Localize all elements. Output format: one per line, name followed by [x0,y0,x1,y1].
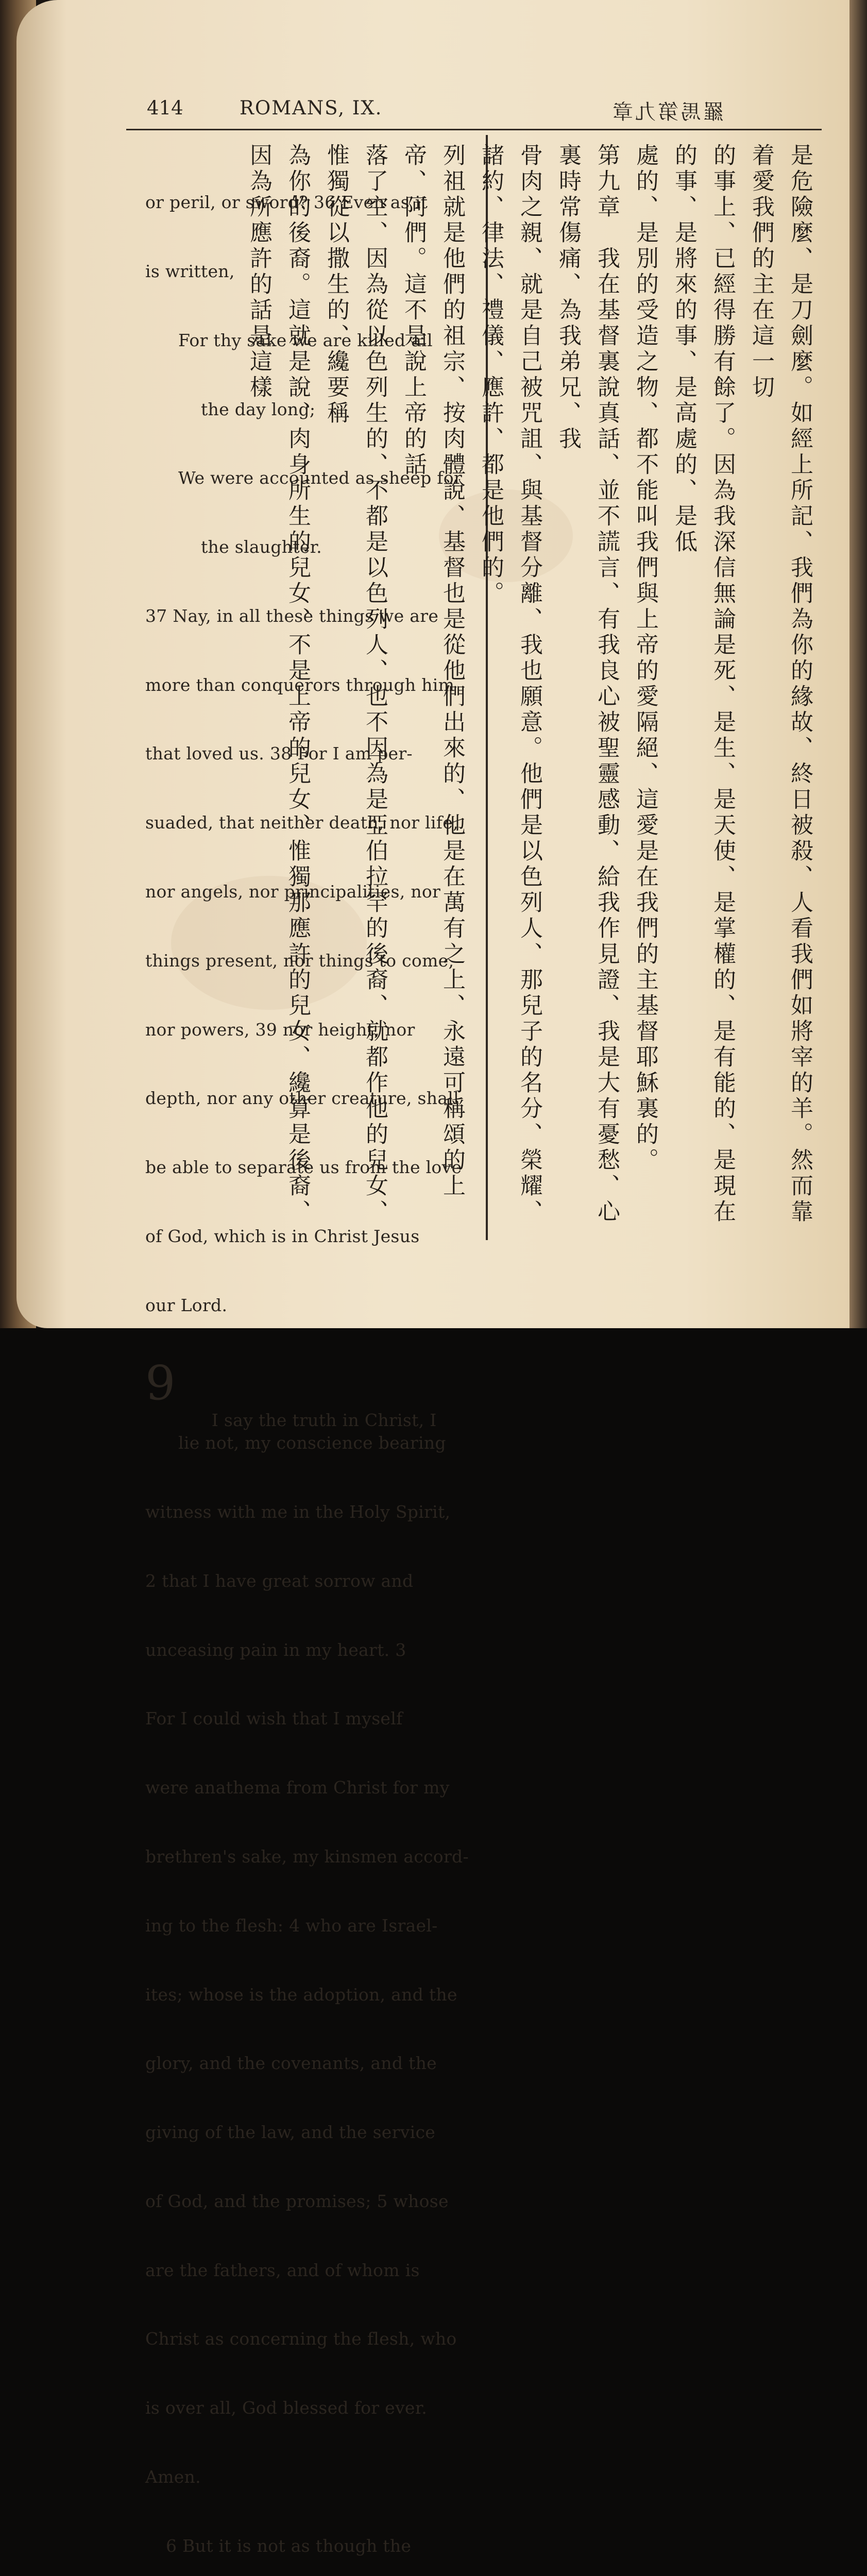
text-line: things present, nor things to come, [145,950,454,971]
text-line: brethren's sake, my kinsmen accord- [145,1846,469,1867]
chinese-line: 為你的後裔。這就是說、肉身所生的兒女、不是上帝的兒女、惟獨那應許的兒女、纔算是後裔、因為所應許的話是這樣 [246,143,311,1225]
text-line: more than conquerors through him [145,674,455,695]
text-line: nor powers, 39 nor height, nor [145,1019,415,1040]
chinese-line: 是危險麼、是刀劍麼。如經上所記、我們為你的緣故、終日被殺、人看我們如將宰的羊。然而靠着愛我們的主在這一切 [748,143,813,1225]
text-line: is over all, God blessed for ever. [145,2398,427,2418]
text-line: ites; whose is the adoption, and the [145,1984,457,2005]
chinese-line: 骨肉之親、就是自己被咒詛、與基督分離、我也願意。他們是以色列人、那兒子的名分、榮耀、諸約、律法、禮儀、應許、都是他們的。 [478,143,542,1225]
text-line: the slaughter. [201,537,322,557]
text-line: glory, and the covenants, and the [145,2053,437,2074]
page-header [147,97,817,128]
text-line: 37 Nay, in all these things we are [145,605,439,626]
text-line: 6 But it is not as though the [166,2535,412,2556]
text-line: Christ as concerning the flesh, who [145,2329,457,2349]
chinese-line: 處的、是別的受造之物、都不能叫我們與上帝的愛隔絕、這愛是在我們的主基督耶穌裏的。 [632,143,658,1174]
text-line: of God, and the promises; 5 whose [145,2191,449,2211]
chinese-line: 落了空、因為從以色列生的、不都是以色列人、也不因為是亞伯拉罕的後裔、就都作他的兒女、惟獨從以撒生的、纔要稱 [323,143,388,1225]
text-line: lie not, my conscience bearing [178,1433,446,1453]
running-head-english: ROMANS, IX. [240,97,383,119]
running-head-chinese [610,96,724,125]
header-rule [126,129,822,130]
text-line: 2 that I have great sorrow and [145,1570,414,1591]
chinese-line: 的事上、已經得勝有餘了。因為我深信無論是死、是生、是天使、是掌權的、是有能的、是現在的事、是將來的事、是高處的、是低 [671,143,736,1225]
text-line: or peril, or sword? 36 Even as it [145,192,428,213]
text-line: our Lord. [145,1295,228,1315]
text-line: We were accounted as sheep for [178,468,463,488]
text-line: For I could wish that I myself [145,1708,403,1729]
text-line: of God, which is in Christ Jesus [145,1226,420,1246]
chapter-number-dropcap: 9 [145,1355,176,1411]
text-line: giving of the law, and the service [145,2122,436,2143]
running-head-chinese-text: 羅馬第九章 [610,100,724,124]
text-line: witness with me in the Holy Spirit, [145,1502,451,1522]
text-line: For thy sake we are killed all [178,330,433,350]
text-line: ing to the flesh: 4 who are Israel- [145,1915,438,1936]
text-line: that loved us. 38 For I am per- [145,743,413,764]
chinese-line: 第九章 我在基督裏說真話、並不謊言、有我良心被聖靈感動、給我作見證、我是大有憂愁、心裏時常傷痛、為我弟兄、我 [555,143,620,1225]
chapter-start-line [145,1355,475,1430]
text-line: be able to separate us from the love [145,1157,462,1178]
text-line: are the fathers, and of whom is [145,2260,420,2280]
text-line: nor angels, nor principalities, nor [145,882,441,902]
text-line: were anathema from Christ for my [145,1777,450,1798]
text-line: unceasing pain in my heart. 3 [145,1639,406,1660]
text-line: depth, nor any other creature, shall [145,1088,459,1109]
chinese-line: 列祖就是他們的祖宗、按肉體說、基督也是從他們出來的、他是在萬有之上、永遠可稱頌的上帝、阿們。這不是說上帝的話 [400,143,465,1199]
text-line: is written, [145,261,235,281]
text-line: the day long; [201,399,316,419]
page-number: 414 [147,97,183,119]
text-line: I say the truth in Christ, I [211,1410,437,1430]
page-edge-right [849,0,867,1328]
text-line: suaded, that neither death, nor life, [145,812,458,833]
text-line: Amen. [145,2466,201,2487]
